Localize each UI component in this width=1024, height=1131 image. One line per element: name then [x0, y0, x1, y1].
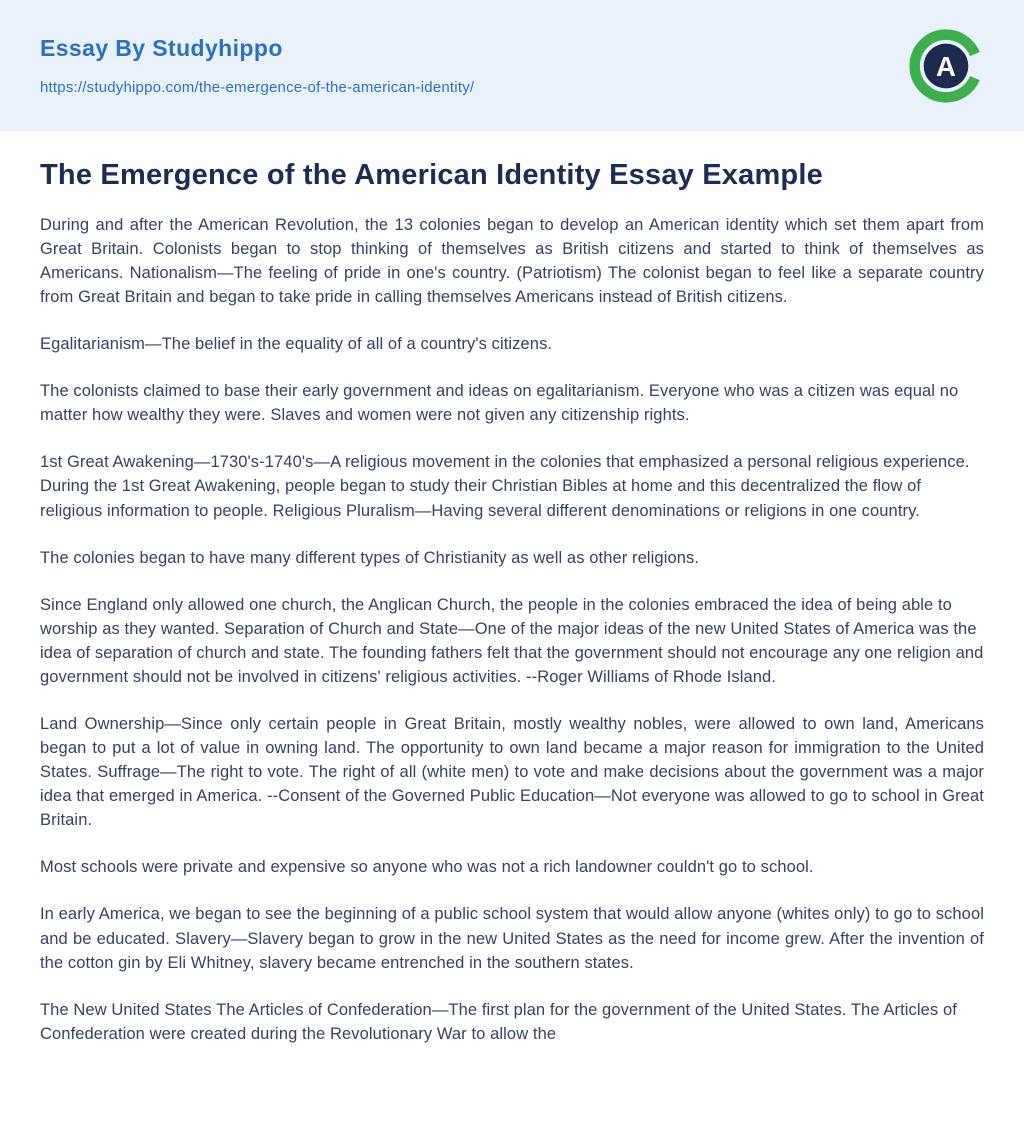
- essay-title: The Emergence of the American Identity Essay Example: [40, 159, 823, 191]
- essay-paragraph: The New United States The Articles of Confederation—The first plan for the government of the United States. The Articles of Confederation were created during the Revolutionary War to allow the: [40, 1000, 957, 1043]
- essay-paragraph: Egalitarianism—The belief in the equality of all of a country's citizens.: [40, 335, 553, 354]
- studyhippo-logo[interactable]: [908, 28, 984, 104]
- essay-paragraph: During and after the American Revolution, the 13 colonies began to develop an American identity which set them apart from Great Britain. Colonists began to stop thinking of themselves as British citizens and started to think of themselves as Americans. Nationalism—The feeling of pride in one's country. (Patriotism) The colonist began to feel like a separate country from Great Britain and began to take pride in calling themselves Americans instead of British citizens.: [40, 215, 984, 307]
- logo-letter: A: [936, 50, 956, 82]
- byline: Essay By Studyhippo: [40, 35, 283, 61]
- essay-paragraph: 1st Great Awakening—1730's-1740's—A religious movement in the colonies that emphasized a personal religious experience. During the 1st Great Awakening, people began to study their Christian Bibles at home and this decentralized the flow of religious information to people. Religious Pluralism—Having several different denominations or religions in one country.: [40, 453, 970, 520]
- page-header: [0, 0, 1024, 131]
- studyhippo-logo-icon: [908, 28, 984, 104]
- header-text-block: [40, 35, 474, 96]
- essay-paragraph: In early America, we began to see the beginning of a public school system that would allow anyone (whites only) to go to school and be educated. Slavery—Slavery began to grow in the new United States as the need for income grew. After the invention of the cotton gin by Eli Whitney, slavery became entrenched in the southern states.: [40, 905, 984, 972]
- essay-paragraph: Most schools were private and expensive so anyone who was not a rich landowner couldn't go to school.: [40, 858, 814, 877]
- essay-paragraph: The colonies began to have many different types of Christianity as well as other religions.: [40, 548, 700, 567]
- source-url-link[interactable]: https://studyhippo.com/the-emergence-of-the-american-identity/: [40, 79, 475, 96]
- essay-paragraph: Land Ownership—Since only certain people in Great Britain, mostly wealthy nobles, were allowed to own land, Americans began to put a lot of value in owning land. The opportunity to own land became a major reason for immigration to the United States. Suffrage—The right to vote. The right of all (white men) to vote and make decisions about the government was a major idea that emerged in America. --Consent of the Governed Public Education—Not everyone was allowed to go to school in Great Britain.: [40, 714, 984, 830]
- essay-content: [0, 131, 1024, 1109]
- essay-paragraph: Since England only allowed one church, the Anglican Church, the people in the colonies embraced the idea of being able to worship as they wanted. Separation of Church and State—One of the major ideas of the new United States of America was the idea of separation of church and state. The founding fathers felt that the government should not encourage any one religion and government should not be involved in citizens' religious activities. --Roger Williams of Rhode Island.: [40, 595, 984, 686]
- essay-paragraph: The colonists claimed to base their early government and ideas on egalitarianism. Everyone who was a citizen was equal no matter how wealthy they were. Slaves and women were not given any citizenship rights.: [40, 382, 959, 425]
